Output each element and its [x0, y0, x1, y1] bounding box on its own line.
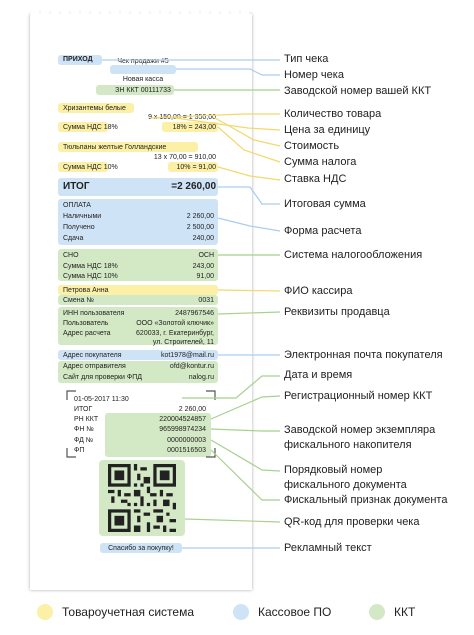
payment-header: ОПЛАТА [63, 202, 91, 209]
sender-value: ofd@kontur.ru [169, 363, 214, 370]
vat18-label: Сумма НДС 18% [63, 263, 118, 270]
zn-kkt: ЗН ККТ 00111733 [115, 87, 171, 94]
label-payment-form: Форма расчета [284, 225, 362, 237]
label-check-number: Номер чека [284, 69, 344, 81]
label-fn-line1: Заводской номер экземпляра [284, 424, 436, 436]
item1-name: Хризантемы белые [63, 105, 126, 112]
site-label: Сайт для проверки ФПД [63, 374, 143, 381]
label-unit-price: Цена за единицу [284, 124, 371, 136]
check-number: Чек продажи #5 [117, 58, 169, 65]
item2-name: Тюльпаны желтые Голландские [63, 144, 167, 151]
item1-vat-value: 18% = 243,00 [172, 124, 216, 131]
change-label: Сдача [63, 235, 84, 242]
label-qr: QR-код для проверки чека [284, 516, 420, 528]
datetime: 01-05-2017 11:30 [74, 396, 129, 403]
total-label: ИТОГ [63, 181, 90, 192]
vat10-value: 91,00 [196, 273, 214, 280]
rn-label: РН ККТ [74, 416, 99, 423]
address-value-1: 620033, г. Екатеринбург, [136, 330, 214, 337]
change-value: 240,00 [192, 235, 214, 242]
rn-value: 220004524857 [159, 416, 206, 423]
label-rn-kkt: Регистрационный номер ККТ [284, 390, 433, 402]
fn-value: 965998974234 [159, 426, 206, 433]
item2-vat-label: Сумма НДС 10% [63, 164, 118, 171]
legend-green-icon [369, 604, 385, 620]
cashier-name: Петрова Анна [63, 287, 109, 294]
cash-value: 2 260,00 [186, 213, 214, 220]
fiscal-total-label: ИТОГ [74, 406, 93, 413]
legend-yellow-label: Товароучетная система [62, 605, 195, 619]
received-value: 2 500,00 [186, 224, 214, 231]
legend-green-label: ККТ [394, 605, 416, 619]
check-type: ПРИХОД [63, 56, 93, 63]
label-fp: Фискальный признак документа [284, 494, 448, 506]
label-vat-rate: Ставка НДС [284, 173, 347, 185]
legend-blue-icon [233, 604, 249, 620]
fd-label: ФД № [74, 437, 94, 444]
label-tax-sum: Сумма налога [284, 156, 357, 168]
fn-label: ФН № [74, 426, 94, 433]
total-value: =2 260,00 [171, 181, 216, 192]
item2-calc: 13 х 70,00 = 910,00 [153, 154, 216, 161]
vat18-value: 243,00 [192, 263, 214, 270]
address-label: Адрес расчета [63, 330, 111, 337]
label-fd-line1: Порядковый номер [284, 464, 383, 476]
label-ad-text: Рекламный текст [284, 542, 372, 554]
label-zn-kkt: Заводской номер вашей ККТ [284, 85, 432, 97]
legend-blue-label: Кассовое ПО [258, 605, 332, 619]
sno-label: СНО [63, 252, 79, 259]
fp-label: ФП [74, 447, 85, 454]
label-seller: Реквизиты продавца [284, 306, 390, 318]
label-datetime: Дата и время [284, 369, 353, 381]
label-fn-line2: фискального накопителя [284, 439, 412, 451]
inn-value: 2487967546 [175, 310, 214, 317]
register-name: Новая касса [122, 76, 164, 83]
legend-yellow-icon [37, 604, 53, 620]
label-cashier: ФИО кассира [284, 285, 353, 297]
item1-vat-label: Сумма НДС 18% [63, 124, 118, 131]
shift-value: 0031 [198, 297, 214, 304]
label-check-type: Тип чека [284, 53, 329, 65]
fd-value: 0000000003 [167, 437, 206, 444]
sno-value: ОСН [198, 252, 214, 259]
item2-vat-value: 10% = 91,00 [176, 164, 216, 171]
vat10-label: Сумма НДС 10% [63, 273, 118, 280]
cash-label: Наличными [63, 213, 102, 220]
label-tax-system: Система налогообложения [284, 249, 423, 261]
inn-label: ИНН пользователя [63, 310, 125, 317]
label-buyer-email: Электронная почта покупателя [284, 349, 443, 361]
site-value: nalog.ru [188, 374, 214, 381]
address-value-2: ул. Строителей, 11 [152, 339, 214, 346]
received-label: Получено [63, 224, 95, 231]
label-total: Итоговая сумма [284, 198, 366, 210]
item1-calc: 9 х 150,00 = 1 350,00 [148, 114, 216, 121]
buyer-label: Адрес покупателя [63, 352, 122, 359]
user-value: ООО «Золотой ключик» [136, 320, 214, 327]
fiscal-total-value: 2 260,00 [178, 406, 206, 413]
buyer-value: kot1978@mail.ru [160, 352, 214, 359]
label-fd-line2: фискального документа [284, 479, 407, 491]
sender-label: Адрес отправителя [63, 363, 126, 370]
thanks-text: Спасибо за покупку! [108, 545, 174, 552]
label-cost: Стоимость [284, 140, 340, 152]
user-label: Пользователь [63, 320, 109, 327]
fp-value: 0001516503 [167, 447, 206, 454]
label-quantity: Количество товара [284, 108, 382, 120]
shift-label: Смена № [63, 297, 94, 304]
